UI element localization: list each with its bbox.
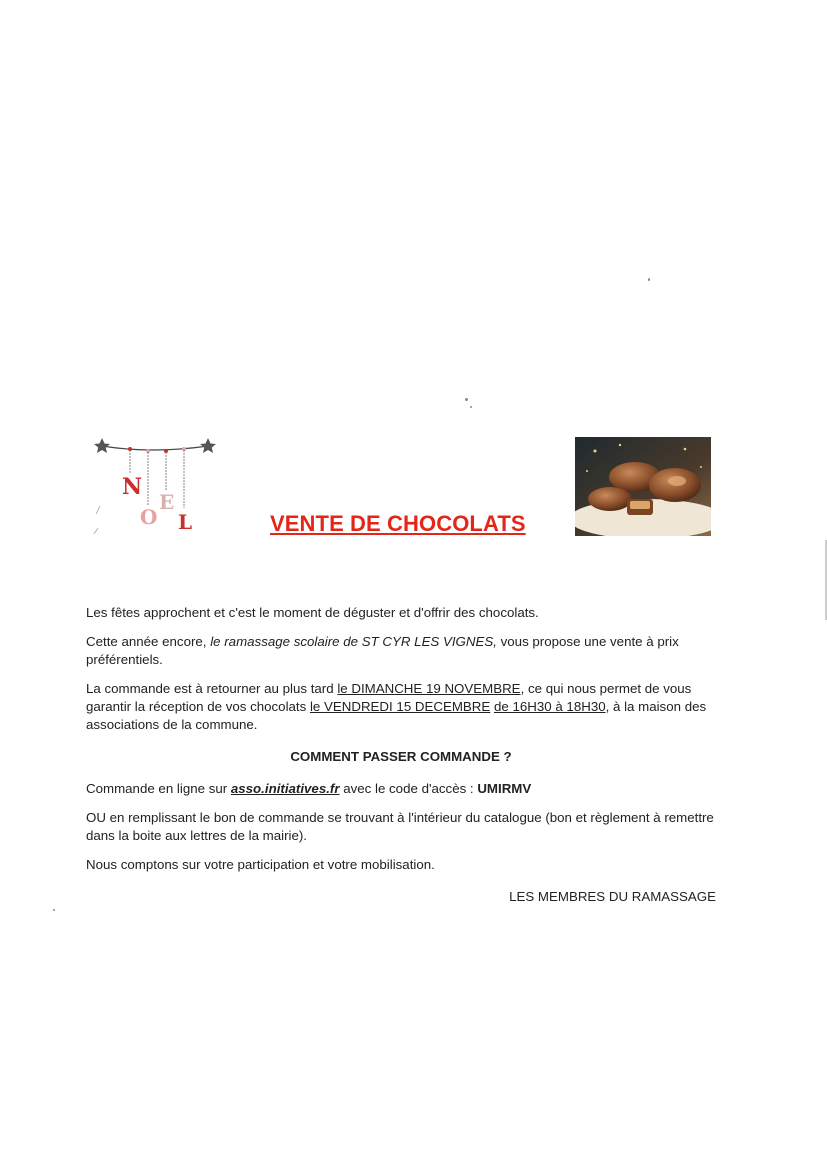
chocolates-photo-icon	[575, 437, 711, 536]
organizer-name: le ramassage scolaire de ST CYR LES VIGNES,	[210, 634, 497, 649]
paragraph-intro: Les fêtes approchent et c'est le moment de déguster et d'offrir des chocolats.	[86, 605, 539, 620]
scan-speck	[465, 398, 468, 401]
scan-speck	[648, 278, 650, 281]
svg-text:E: E	[159, 490, 175, 514]
paragraph-online-order	[86, 780, 716, 798]
organizer-text-before: Cette année encore,	[86, 634, 211, 649]
order-deadline: le DIMANCHE 19 NOVEMBRE	[337, 681, 521, 696]
paragraph-closing: Nous comptons sur votre participation et votre mobilisation.	[86, 857, 435, 872]
access-code: UMIRMV	[477, 781, 532, 796]
order-website-link[interactable]: asso.initiatives.fr	[230, 781, 340, 796]
organizer-text-after: vous propose une vente à prix préférentiels.	[86, 634, 679, 667]
noel-hanging-letters-icon	[92, 434, 222, 544]
signature: LES MEMBRES DU RAMASSAGE	[509, 889, 716, 904]
svg-text:N: N	[122, 474, 143, 500]
scan-speck	[53, 909, 55, 911]
online-text-middle: avec le code d'accès :	[339, 781, 478, 796]
letter-body	[86, 604, 716, 917]
dates-text-2: , ce qui nous permet de vous garantir la réception de vos chocolats	[86, 681, 692, 714]
paragraph-dates	[86, 680, 716, 734]
order-heading: COMMENT PASSER COMMANDE ?	[290, 749, 512, 764]
delivery-time: de 16H30 à 18H30	[493, 699, 606, 714]
paragraph-paper-order: OU en remplissant le bon de commande se trouvant à l'intérieur du catalogue (bon et règlement à remettre dans la boite aux lettres de la mairie).	[86, 810, 714, 843]
paragraph-organizer	[86, 633, 716, 669]
delivery-date: le VENDREDI 15 DECEMBRE	[309, 699, 491, 714]
online-text-before: Commande en ligne sur	[86, 781, 231, 796]
page-title: VENTE DE CHOCOLATS	[270, 511, 526, 536]
svg-text:L: L	[178, 510, 193, 534]
svg-text:O: O	[140, 505, 158, 529]
dates-text-4: , à la maison des associations de la commune.	[86, 699, 707, 732]
dates-text-1: La commande est à retourner au plus tard	[86, 681, 338, 696]
noel-decoration	[92, 434, 222, 544]
chocolates-photo	[575, 437, 711, 536]
scan-speck	[470, 406, 472, 408]
